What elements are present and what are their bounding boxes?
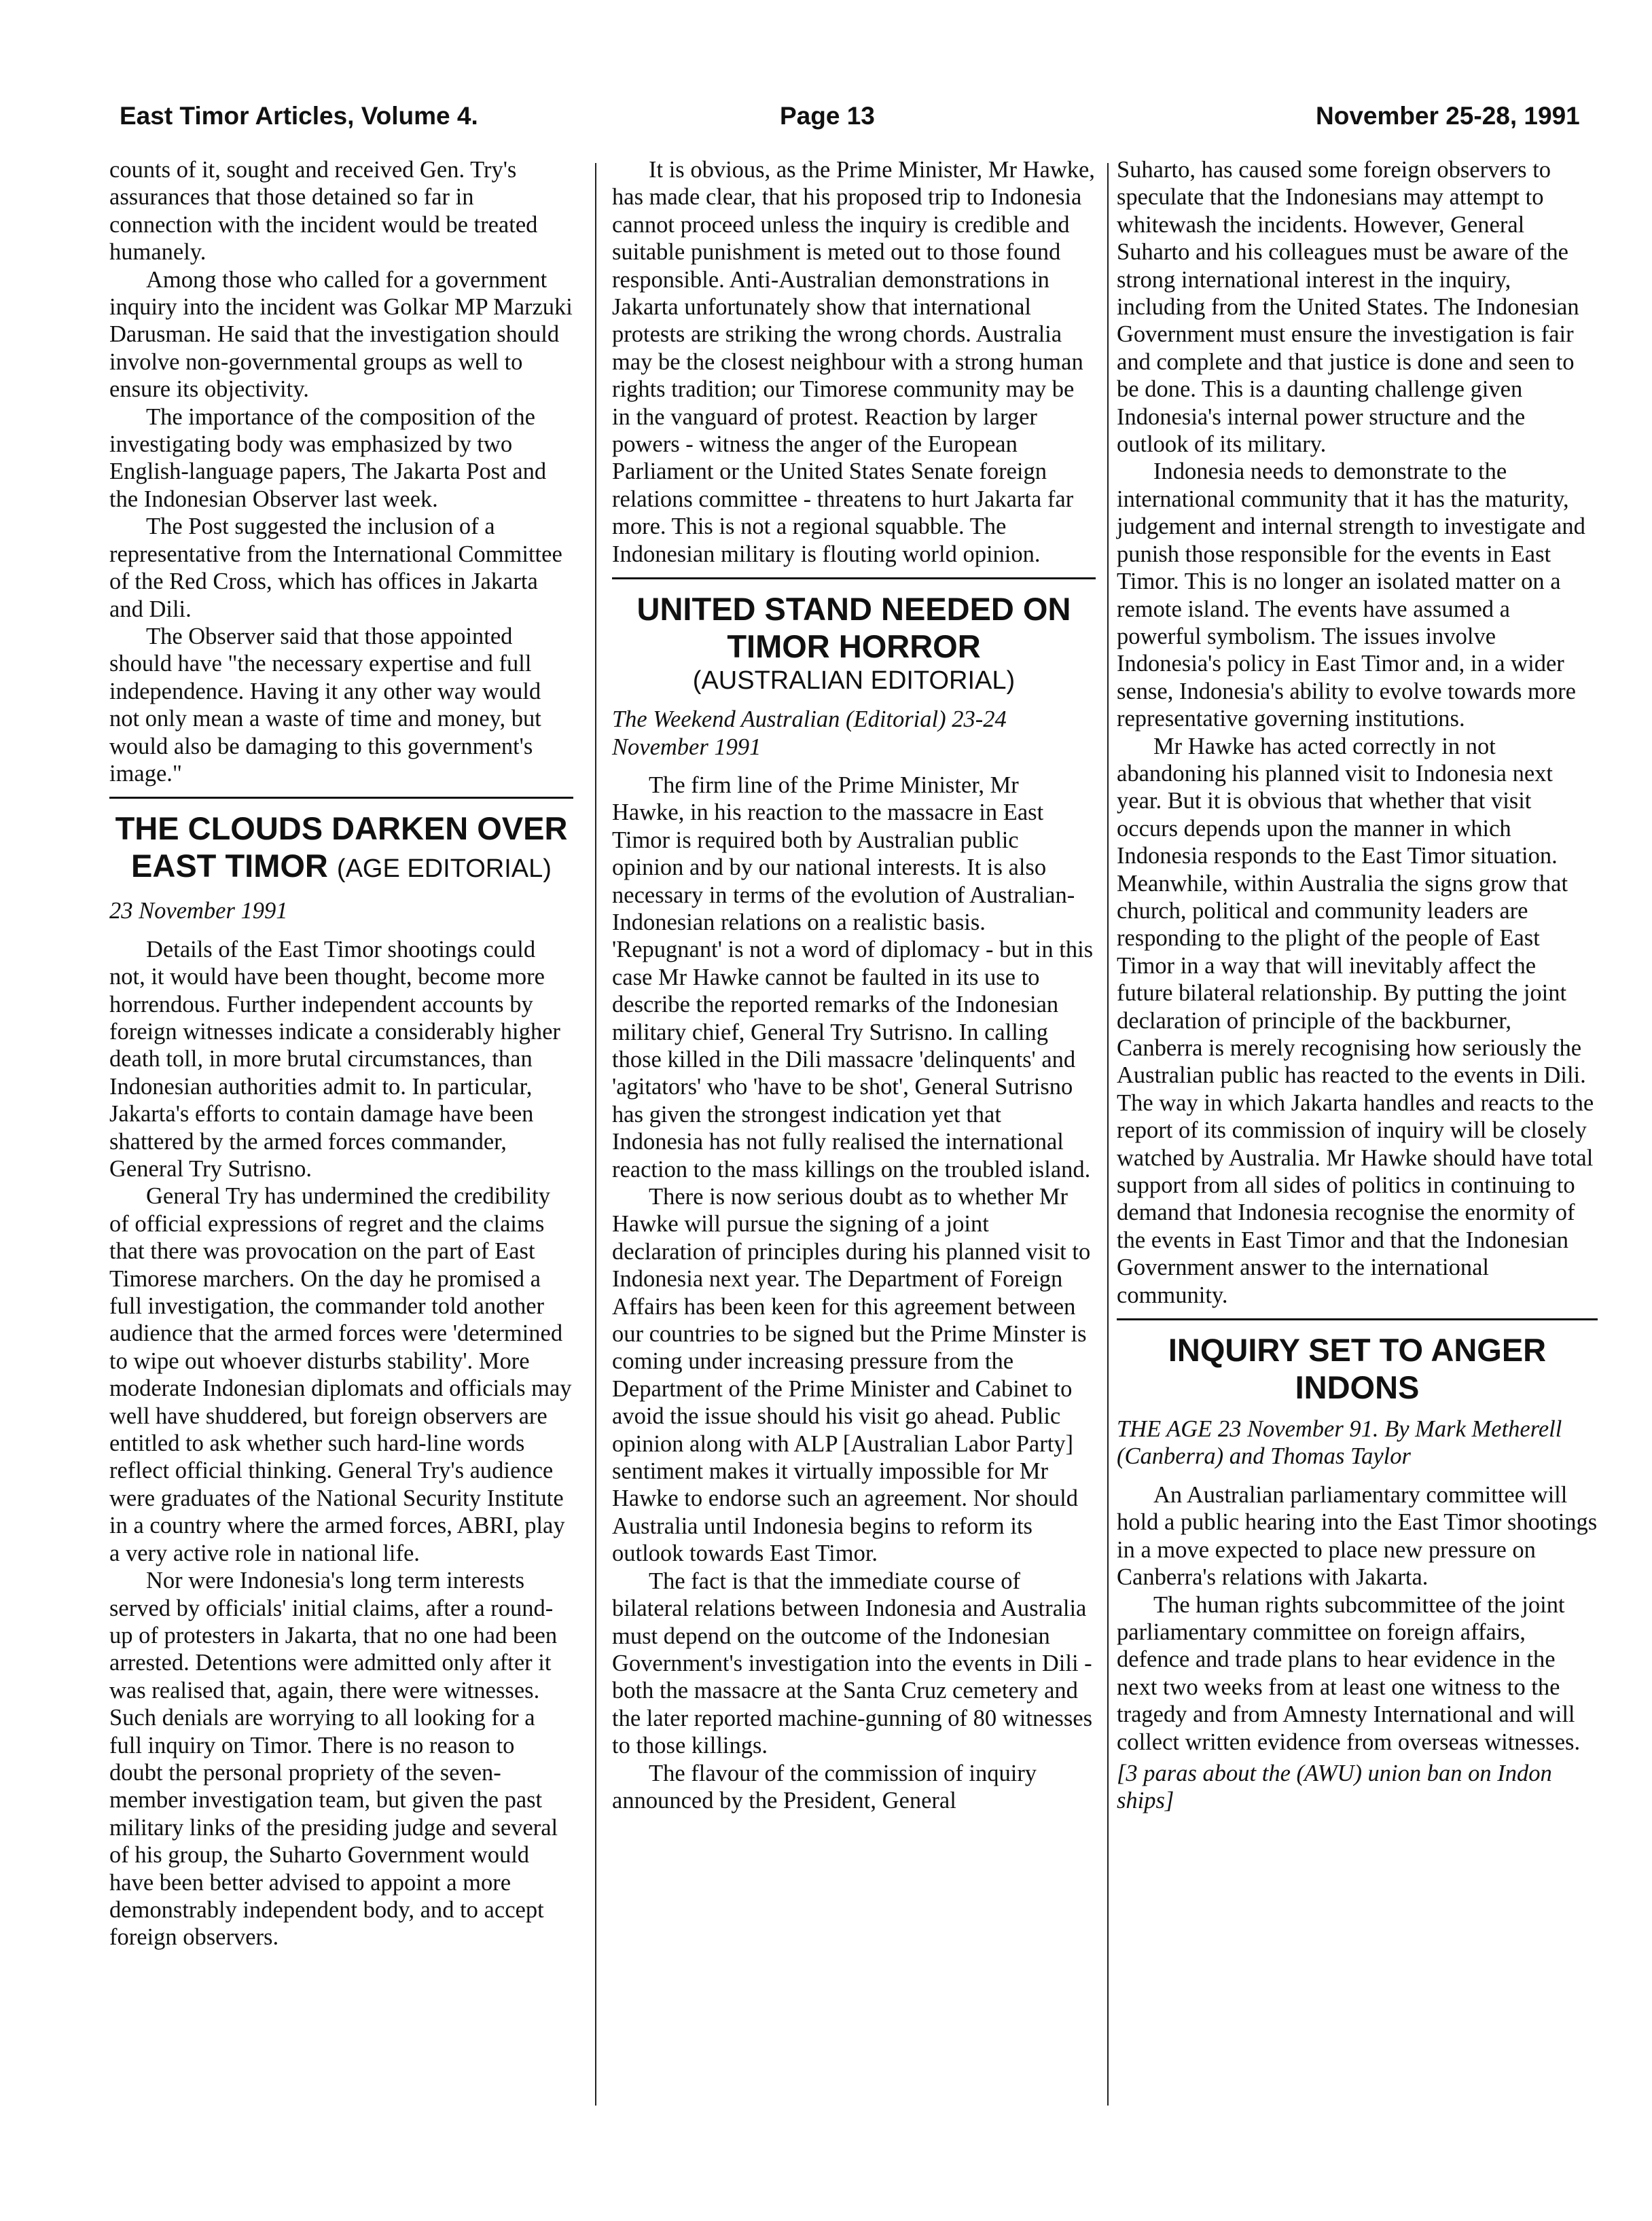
- publication-title: East Timor Articles, Volume 4.: [120, 102, 478, 130]
- article-dateline: THE AGE 23 November 91. By Mark Metherell (Canberra) and Thomas Taylor: [1117, 1416, 1562, 1470]
- paragraph: General Try has undermined the credibility of official expressions of regret and the claims that there was provocation on the part of East Timorese marchers. On the day he promised a full investigation, the commander told another audience that the armed forces were 'determined to wipe out whoever disturbs stability'. More moderate Indonesian diplomats and officials may well have shuddered, but foreign observers are entitled to ask whether such hard-line words reflect official thinking. General Try's audience were graduates of the National Security Institute in a country where the armed forces, ABRI, play a very active role in national life.: [109, 1183, 572, 1566]
- article-headline: [109, 810, 573, 888]
- column-divider-2: [1107, 163, 1109, 2106]
- headline-suffix: (AGE EDITORIAL): [336, 854, 552, 884]
- paragraph: counts of it, sought and received Gen. Try's assurances that those detained so far in connection with the incident would be treated humanely.: [109, 157, 538, 266]
- issue-date: November 25-28, 1991: [1316, 102, 1580, 130]
- page-number: Page 13: [780, 102, 875, 130]
- paragraph: The firm line of the Prime Minister, Mr Hawke, in his reaction to the massacre in East Timor is required both by Australian public opinion and by our national interests. It is also necessary in terms of the evolution of Australian-Indonesian relations on a realistic basis. 'Repugnant' is not a word of diplomacy - but in this case Mr Hawke cannot be faulted in its use to describe the reported remarks of the Indonesian military chief, General Try Sutrisno. In calling those killed in the Dili massacre 'delinquents' and 'agitators' who 'have to be shot', General Sutrisno has given the strongest indication yet that Indonesia has not fully realised the international reaction to the mass killings on the troubled island.: [612, 772, 1094, 1182]
- article-subheadline: (AUSTRALIAN EDITORIAL): [692, 666, 1016, 696]
- section-rule: [612, 577, 1096, 579]
- paragraph: Mr Hawke has acted correctly in not abandoning his planned visit to Indonesia next year. But it is obvious that whether that visit occurs depends upon the manner in which Indonesia responds to the East Timor situation. Meanwhile, within Australia the signs grow that church, political and community leaders are responding to the plight of the people of East Timor in a way that will inevitably affect the future bilateral relationship. By putting the joint declaration of principle of the backburner, Canberra is merely recognising how seriously the Australian public has reacted to the events in Dili. The way in which Jakarta handles and reacts to the report of its commission of inquiry will be closely watched by Australia. Mr Hawke should have total support from all sides of politics in continuing to demand that Indonesia recognise the enormity of the events in East Timor and that the Indonesian Government answer to the international community.: [1117, 733, 1594, 1308]
- headline-text: THE CLOUDS DARKEN OVER EAST TIMOR: [115, 810, 568, 884]
- paragraph: The fact is that the immediate course of bilateral relations between Indonesia and Australia must depend on the outcome of the Indonesian Government's investigation into the events in Dili - both the massacre at the Santa Cruz cemetery and the later reported machine-gunning of 80 witnesses to those killings.: [612, 1568, 1093, 1759]
- article-headline: INQUIRY SET TO ANGER INDONS: [1168, 1332, 1547, 1406]
- paragraph: It is obvious, as the Prime Minister, Mr Hawke, has made clear, that his proposed trip to Indonesia cannot proceed unless the inquiry is credible and suitable punishment is meted out to those found responsible. Anti-Australian demonstrations in Jakarta unfortunately show that international protests are striking the wrong chords. Australia may be the closest neighbour with a strong human rights tradition; our Timorese community may be in the vanguard of protest. Reaction by larger powers - witness the anger of the European Parliament or the United States Senate foreign relations committee - threatens to hurt Jakarta far more. This is not a regional squabble. The Indonesian military is flouting world opinion.: [612, 157, 1095, 567]
- column-1: [109, 156, 573, 1951]
- article-headline: UNITED STAND NEEDED ON TIMOR HORROR: [636, 591, 1071, 665]
- paragraph: The human rights subcommittee of the joint parliamentary committee on foreign affairs, defence and trade plans to hear evidence in the next two weeks from at least one witness to the tragedy and from Amnesty International and will collect written evidence from overseas witnesses.: [1117, 1591, 1581, 1755]
- page-header: [0, 102, 1652, 143]
- paragraph: The Post suggested the inclusion of a representative from the International Committee of the Red Cross, which has offices in Jakarta and Dili.: [109, 513, 562, 622]
- paragraph: The flavour of the commission of inquiry announced by the President, General: [612, 1760, 1037, 1813]
- editor-note: [3 paras about the (AWU) union ban on Indon ships]: [1117, 1760, 1552, 1814]
- section-rule: [109, 797, 573, 799]
- section-rule: [1117, 1318, 1598, 1320]
- article-dateline: 23 November 1991: [109, 898, 288, 924]
- article-dateline: The Weekend Australian (Editorial) 23-24 November 1991: [612, 706, 1007, 760]
- paragraph: Indonesia needs to demonstrate to the international community that it has the maturity, judgement and internal strength to investigate and punish those responsible for the events in East Timor. This is no longer an isolated matter on a remote island. The events have assumed a powerful symbolism. The issues involve Indonesia's policy in East Timor and, in a wider sense, Indonesia's ability to evolve towards more representative governing institutions.: [1117, 458, 1585, 732]
- paragraph: Nor were Indonesia's long term interests served by officials' initial claims, after a round-up of protesters in Jakarta, that no one had been arrested. Detentions were admitted only after it was realised that, again, there were witnesses. Such denials are worrying to all looking for a full inquiry on Timor. There is no reason to doubt the personal propriety of the seven-member investigation team, but given the past military links of the presiding judge and several of his group, the Suharto Government would have been better advised to appoint a more demonstrably independent body, and to accept foreign observers.: [109, 1568, 558, 1951]
- column-3: [1117, 156, 1598, 1815]
- paragraph: Details of the East Timor shootings could not, it would have been thought, become more horrendous. Further independent accounts by foreign witnesses indicate a considerably higher death toll, in more brutal circumstances, than Indonesian authorities admit to. In particular, Jakarta's efforts to contain damage have been shattered by the armed forces commander, General Try Sutrisno.: [109, 936, 560, 1182]
- paragraph: The Observer said that those appointed should have "the necessary expertise and full independence. Having it any other way would not only mean a waste of time and money, but would also be damaging to this government's image.": [109, 623, 541, 787]
- paragraph: An Australian parliamentary committee will hold a public hearing into the East Timor shootings in a move expected to place new pressure on Canberra's relations with Jakarta.: [1117, 1481, 1598, 1591]
- paragraph: There is now serious doubt as to whether Mr Hawke will pursue the signing of a joint declaration of principles during his planned visit to Indonesia next year. The Department of Foreign Affairs has been keen for this agreement between our countries to be signed but the Prime Minster is coming under increasing pressure from the Department of the Prime Minister and Cabinet to avoid the issue should his visit go ahead. Public opinion along with ALP [Australian Labor Party] sentiment makes it virtually impossible for Mr Hawke to endorse such an agreement. Nor should Australia until Indonesia begins to reform its outlook towards East Timor.: [612, 1184, 1091, 1567]
- column-divider-1: [595, 163, 596, 2106]
- paragraph: Suharto, has caused some foreign observers to speculate that the Indonesians may attempt to whitewash the incidents. However, General Suharto and his colleagues must be aware of the strong international interest in the inquiry, including from the United States. The Indonesian Government must ensure the investigation is fair and complete and that justice is done and seen to be done. This is a daunting challenge given Indonesia's internal power structure and the outlook of its military.: [1117, 157, 1579, 458]
- paragraph: The importance of the composition of the investigating body was emphasized by two English-language papers, The Jakarta Post and the Indonesian Observer last week.: [109, 403, 547, 512]
- paragraph: Among those who called for a government inquiry into the incident was Golkar MP Marzuki Darusman. He said that the investigation should involve non-governmental groups as well to ensure its objectivity.: [109, 266, 573, 403]
- column-2: [612, 156, 1096, 1814]
